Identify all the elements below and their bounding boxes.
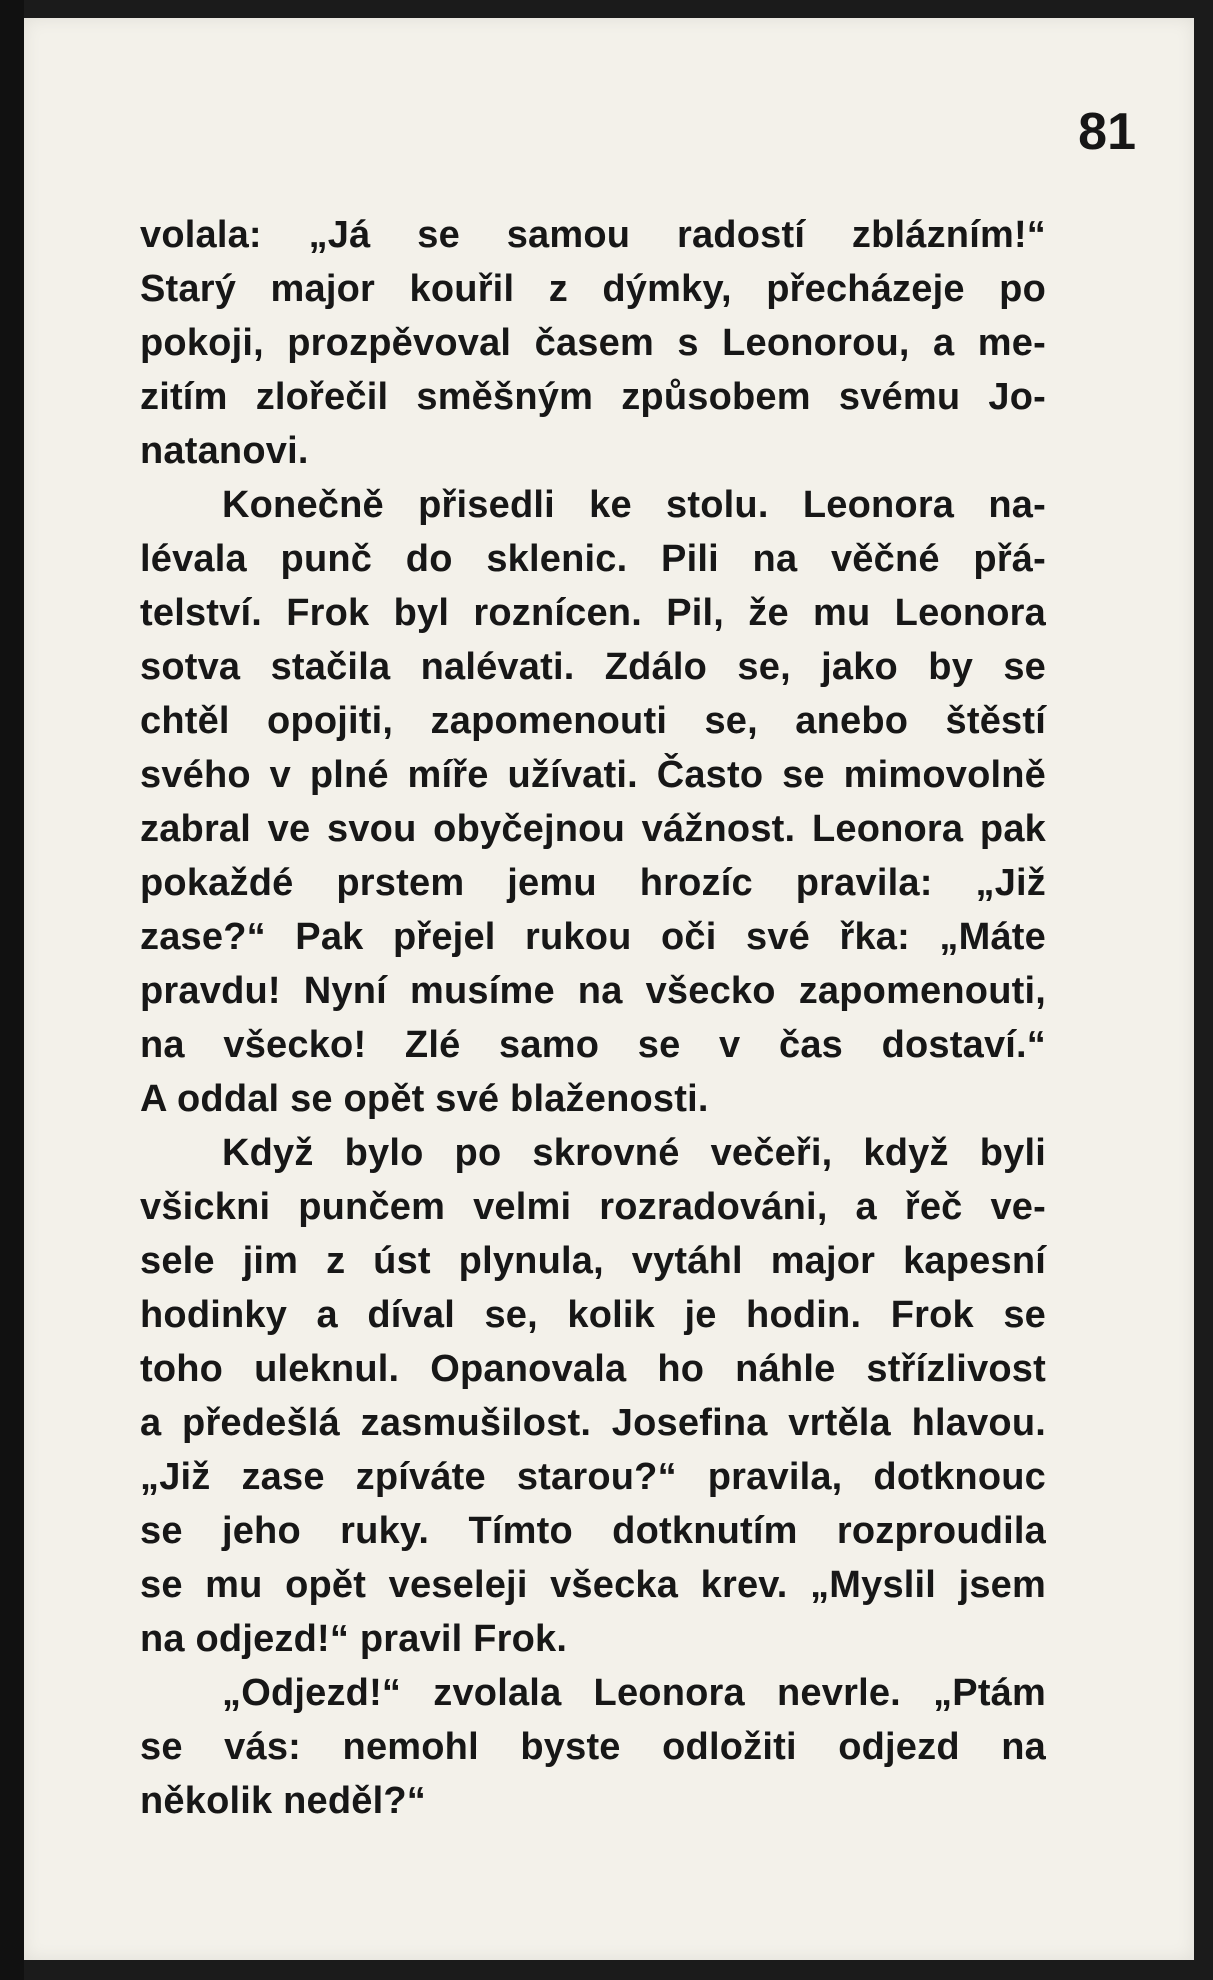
text-line: a předešlá zasmušilost. Josefina vrtěla hlavou.: [140, 1402, 1046, 1444]
text-line: natanovi.: [140, 430, 309, 472]
text-line: několik neděl?“: [140, 1780, 426, 1822]
text-line: Starý major kouřil z dýmky, přecházeje po: [140, 268, 1046, 310]
text-line: volala: „Já se samou radostí zblázním!“: [140, 214, 1046, 256]
text-line: se vás: nemohl byste odložiti odjezd na: [140, 1726, 1046, 1768]
text-line: pravdu! Nyní musíme na všecko zapomenouti,: [140, 970, 1046, 1012]
text-line: telství. Frok byl roznícen. Pil, že mu Leonora: [140, 592, 1046, 634]
body-text: [140, 208, 1046, 1828]
page-number: 81: [1078, 103, 1136, 161]
text-line: toho uleknul. Opanovala ho náhle střízlivost: [140, 1348, 1046, 1390]
text-line: pokoji, prozpěvoval časem s Leonorou, a me-: [140, 322, 1046, 364]
text-line: chtěl opojiti, zapomenouti se, anebo štěstí: [140, 700, 1046, 742]
text-line: sotva stačila nalévati. Zdálo se, jako by se: [140, 646, 1046, 688]
text-line: zabral ve svou obyčejnou vážnost. Leonora pak: [140, 808, 1046, 850]
text-line: Konečně přisedli ke stolu. Leonora na-: [222, 484, 1046, 526]
text-line: Když bylo po skrovné večeři, když byli: [222, 1132, 1046, 1174]
text-line: svého v plné míře užívati. Často se mimovolně: [140, 754, 1046, 796]
text-line: lévala punč do sklenic. Pili na věčné přá-: [140, 538, 1046, 580]
text-line: na odjezd!“ pravil Frok.: [140, 1618, 568, 1660]
text-line: se jeho ruky. Tímto dotknutím rozproudila: [140, 1510, 1046, 1552]
text-line: na všecko! Zlé samo se v čas dostaví.“: [140, 1024, 1046, 1066]
text-line: „Odjezd!“ zvolala Leonora nevrle. „Ptám: [222, 1672, 1046, 1714]
text-line: „Již zase zpíváte starou?“ pravila, dotknouc: [140, 1456, 1046, 1498]
text-line: pokaždé prstem jemu hrozíc pravila: „Již: [140, 862, 1046, 904]
text-line: zase?“ Pak přejel rukou oči své řka: „Máte: [140, 916, 1046, 958]
text-line: hodinky a díval se, kolik je hodin. Frok se: [140, 1294, 1046, 1336]
text-line: zitím zlořečil směšným způsobem svému Jo-: [140, 376, 1046, 418]
text-line: sele jim z úst plynula, vytáhl major kapesní: [140, 1240, 1046, 1282]
text-line: všickni punčem velmi rozradováni, a řeč ve-: [140, 1186, 1046, 1228]
text-line: se mu opět veseleji všecka krev. „Myslil jsem: [140, 1564, 1046, 1606]
scan-edge: [0, 0, 24, 1980]
book-page: [24, 18, 1194, 1960]
text-line: A oddal se opět své blaženosti.: [140, 1078, 709, 1120]
